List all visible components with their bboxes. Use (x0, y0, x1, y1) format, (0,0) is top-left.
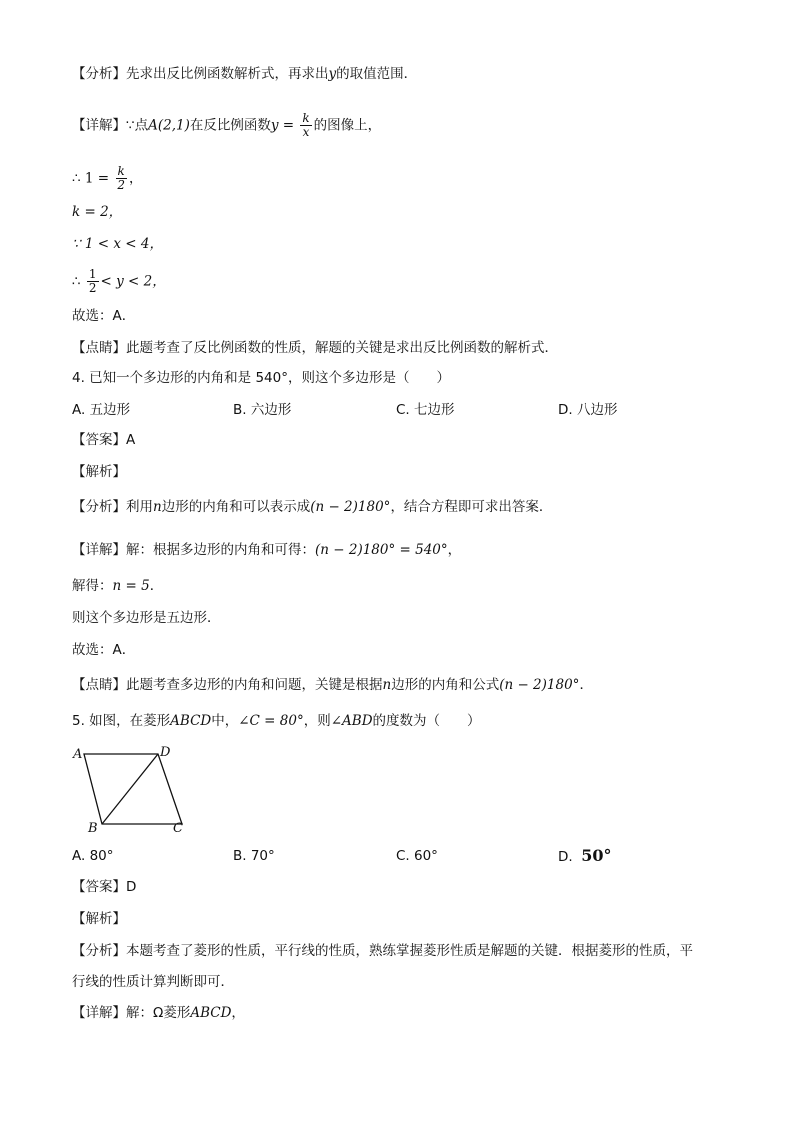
q4-option-c: C. 七边形 (396, 402, 455, 418)
q3-analysis: 【分析】先求出反比例函数解析式，再求出y的取值范围． (72, 66, 418, 82)
q4-answer: 【答案】A (72, 432, 136, 448)
q5-option-c: C. 60° (396, 848, 438, 864)
q5-detail: 【详解】解：Ω菱形ABCD， (72, 1005, 245, 1021)
q5-analysis-line-1: 【分析】本题考查了菱形的性质，平行线的性质，熟练掌握菱形性质是解题的关键．根据菱形的性质，平 (72, 943, 693, 959)
q3-comment: 【点睛】此题考查了反比例函数的性质，解题的关键是求出反比例函数的解析式． (72, 340, 558, 356)
q4-explain-heading: 【解析】 (72, 464, 126, 480)
k-over-2-fraction: $\frac{k}{2}$ (117, 164, 126, 192)
q4-option-b: B. 六边形 (233, 402, 292, 418)
q5-option-a: A. 80° (72, 848, 114, 864)
q5-option-b: B. 70° (233, 848, 275, 864)
q5-stem: 5. 如图，在菱形ABCD中，∠C = 80°，则∠ABD的度数为（ ） (72, 713, 481, 729)
q4-stem: 4. 已知一个多边形的内角和是 540°，则这个多边形是（ ） (72, 370, 450, 386)
q3-step-2: k = 2， (72, 204, 123, 220)
q4-choice: 故选：A． (72, 642, 136, 658)
q3-detail: 【详解】∵点A(2,1)在反比例函数y = $\frac{k}{x}$ 的图像上， (72, 111, 382, 139)
q5-answer: 【答案】D (72, 879, 137, 895)
diagonal-bd (102, 754, 158, 824)
rhombus-figure (70, 742, 200, 837)
q4-comment: 【点睛】此题考查多边形的内角和问题，关键是根据n边形的内角和公式(n − 2)180°． (72, 677, 593, 693)
q5-explain-heading: 【解析】 (72, 911, 126, 927)
vertex-label-c: C (173, 821, 183, 836)
q3-step-1: ∴ 1 = $\frac{k}{2}$ ， (72, 164, 143, 192)
q4-detail: 【详解】解：根据多边形的内角和可得：(n − 2)180° = 540°， (72, 542, 462, 558)
q4-analysis: 【分析】利用n边形的内角和可以表示成(n − 2)180°，结合方程即可求出答案． (72, 499, 553, 515)
q4-option-d: D. 八边形 (558, 402, 618, 418)
vertex-label-a: A (73, 747, 83, 762)
q3-step-4: ∴ $\frac{1}{2}$ < y < 2， (72, 267, 166, 295)
q3-choice: 故选：A． (72, 308, 136, 324)
rhombus-outline (84, 754, 182, 824)
q4-conclusion: 则这个多边形是五边形． (72, 610, 221, 626)
vertex-label-b: B (88, 821, 98, 836)
q4-solve: 解得：n = 5． (72, 578, 164, 594)
q5-analysis-line-2: 行线的性质计算判断即可． (72, 974, 234, 990)
function-fraction: $\frac{k}{x}$ (302, 111, 310, 139)
half-fraction: $\frac{1}{2}$ (88, 267, 97, 295)
q5-option-d: D. 50° (558, 846, 612, 865)
vertex-label-d: D (160, 745, 171, 760)
q4-option-a: A. 五边形 (72, 402, 131, 418)
q3-step-3: ∵ 1 < x < 4， (72, 236, 163, 252)
